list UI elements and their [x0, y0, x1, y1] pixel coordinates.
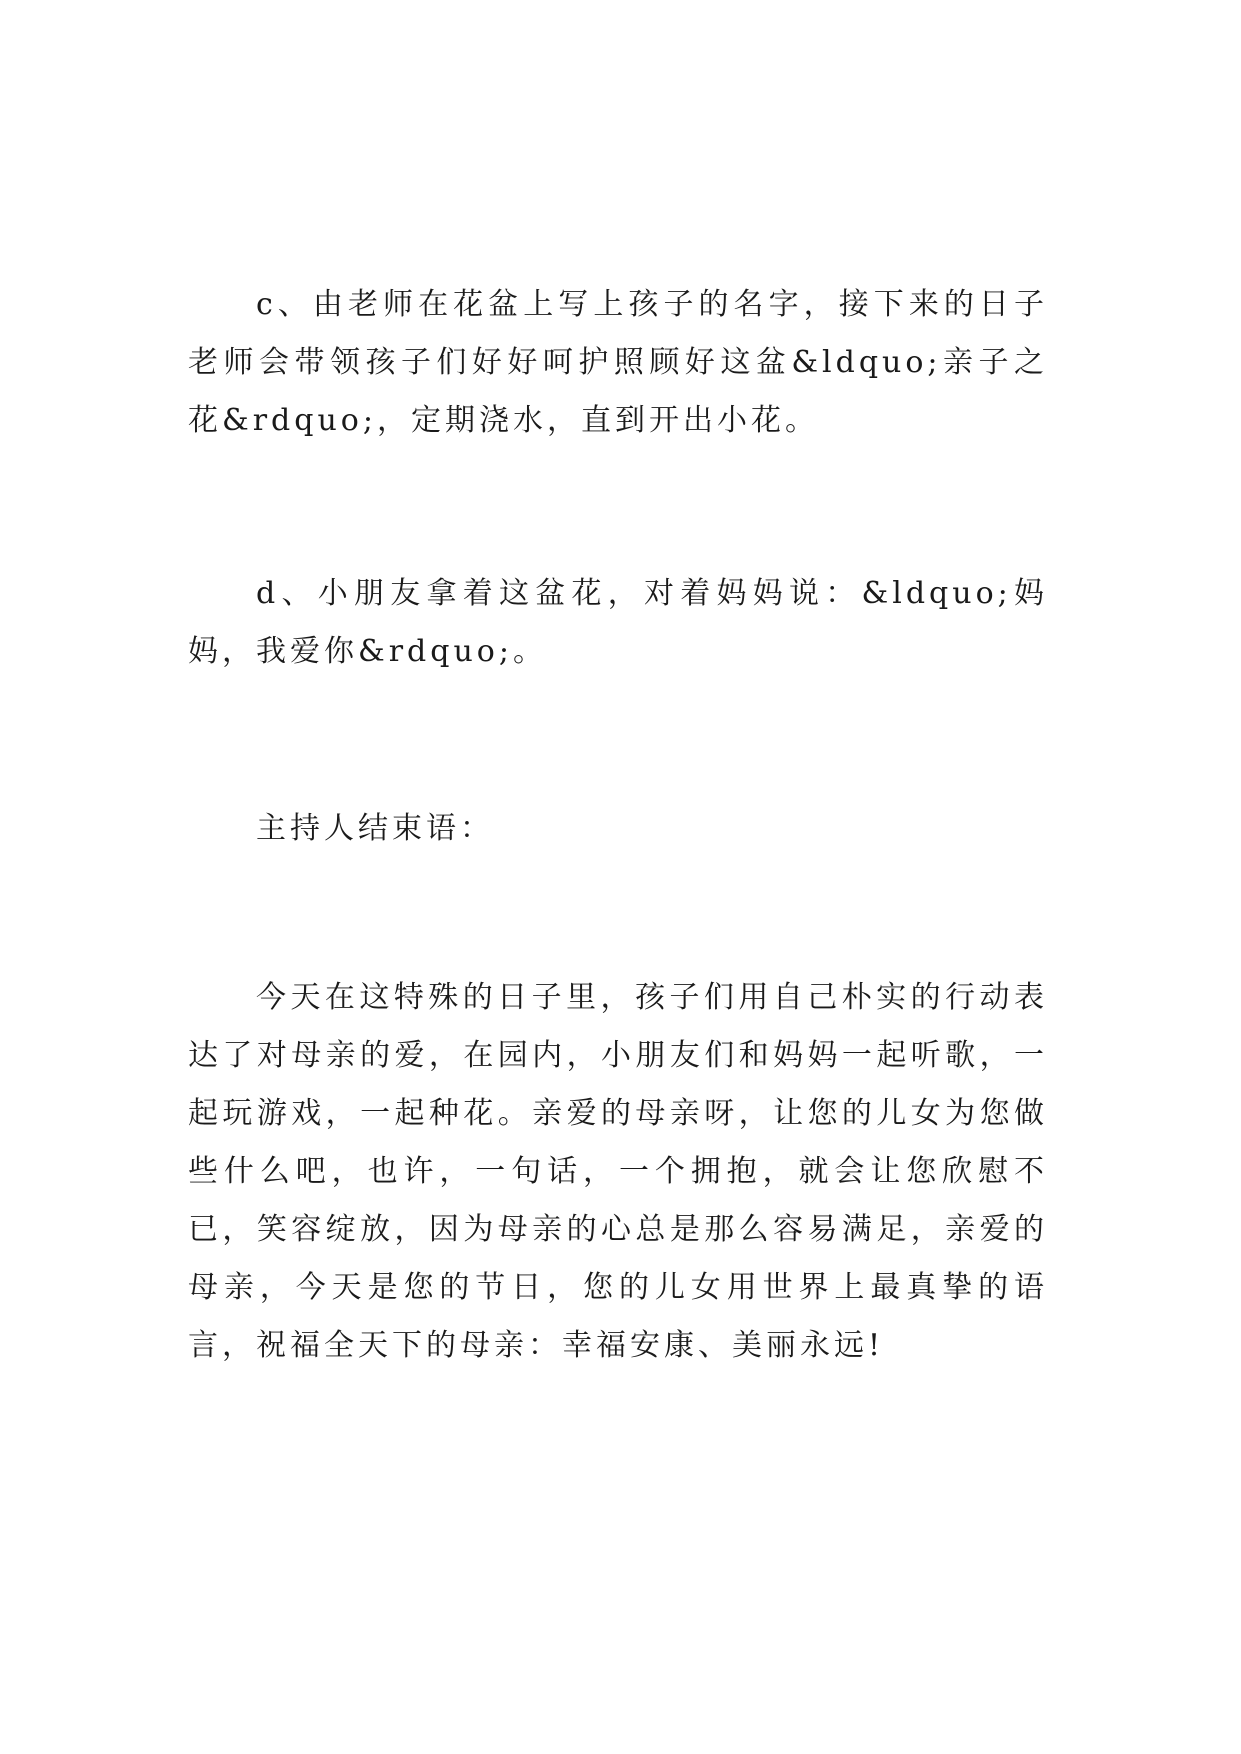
host-closing-heading: 主持人结束语： [256, 811, 494, 846]
paragraph-step-d: d、小朋友拿着这盆花，对着妈妈说：&ldquo;妈妈，我爱你&rdquo;。 [188, 576, 1048, 669]
paragraph-step-c: c、由老师在花盆上写上孩子的名字，接下来的日子老师会带领孩子们好好呵护照顾好这盆&ldquo;亲子之花&rdquo;，定期浇水，直到开出小花。 [188, 287, 1048, 438]
closing-remarks-paragraph: 今天在这特殊的日子里，孩子们用自己朴实的行动表达了对母亲的爱，在园内，小朋友们和妈妈一起听歌，一起玩游戏，一起种花。亲爱的母亲呀，让您的儿女为您做些什么吧，也许，一句话，一个拥抱，就会让您欣慰不已，笑容绽放，因为母亲的心总是那么容易满足，亲爱的母亲，今天是您的节日，您的儿女用世界上最真挚的语言，祝福全天下的母亲：幸福安康、美丽永远! [188, 980, 1048, 1363]
